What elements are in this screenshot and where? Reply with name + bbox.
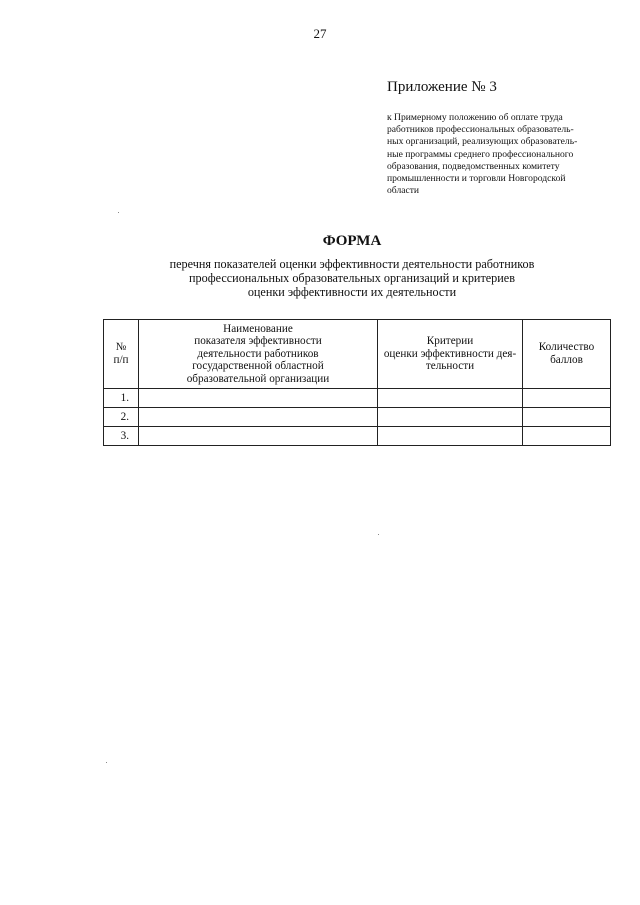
scan-speck: [118, 212, 119, 213]
header-num: [104, 320, 139, 389]
appendix-text-line: образования, подведомственных комитету: [387, 160, 560, 172]
indicators-form-table: [103, 319, 611, 446]
header-name-line: государственной областной: [192, 360, 324, 373]
row-indicator-cell: [139, 427, 378, 446]
row-points-cell: [523, 427, 611, 446]
row-indicator-cell: [139, 408, 378, 427]
appendix-text-line: области: [387, 185, 420, 197]
header-num-line: №: [115, 341, 127, 354]
header-criteria-line: оценки эффективности дея-: [383, 347, 517, 360]
header-points-line: баллов: [550, 354, 583, 366]
table-row: [104, 389, 611, 408]
row-criteria-cell: [378, 427, 523, 446]
table-row: [104, 408, 611, 427]
header-indicator-name: [139, 320, 378, 389]
row-criteria-cell: [378, 389, 523, 408]
form-subtitle-line: перечня показателей оценки эффективности деятельности работников: [169, 257, 535, 271]
header-name-line: деятельности работников: [197, 347, 319, 360]
appendix-text-line: ные программы среднего профессионального: [387, 148, 574, 160]
header-points-line: Количество: [538, 341, 595, 354]
appendix-title: Приложение № 3: [387, 79, 497, 95]
scan-speck: [106, 762, 107, 763]
appendix-text: [387, 112, 607, 197]
header-name-line: показателя эффективности: [194, 335, 322, 348]
row-number: 1.: [104, 389, 139, 408]
row-criteria-cell: [378, 408, 523, 427]
row-number: 2.: [104, 408, 139, 427]
form-subtitle: [0, 257, 640, 300]
appendix-text-line: к Примерному положению об оплате труда: [387, 112, 563, 123]
table-row: [104, 427, 611, 446]
header-criteria-line: Критерии: [426, 335, 474, 348]
scan-speck: [378, 534, 379, 535]
form-subtitle-line: оценки эффективности их деятельности: [247, 285, 457, 300]
appendix-text-line: ных организаций, реализующих образователь-: [387, 136, 578, 148]
appendix-text-line: промышленности и торговли Новгородской: [387, 173, 566, 185]
header-criteria: [378, 320, 523, 389]
header-criteria-line: тельности: [425, 360, 475, 373]
page-number: 27: [313, 26, 327, 41]
header-points: [523, 320, 611, 389]
row-number: 3.: [104, 427, 139, 446]
form-subtitle-line: профессиональных образовательных организаций и критериев: [189, 271, 515, 286]
header-name-line: Наименование: [223, 322, 293, 335]
row-indicator-cell: [139, 389, 378, 408]
row-points-cell: [523, 408, 611, 427]
appendix-text-line: работников профессиональных образователь-: [387, 124, 574, 136]
row-points-cell: [523, 389, 611, 408]
header-num-line: п/п: [113, 354, 129, 366]
table-header-row: [104, 320, 611, 389]
header-name-line: образовательной организации: [186, 372, 330, 385]
form-heading: ФОРМА: [322, 233, 382, 249]
